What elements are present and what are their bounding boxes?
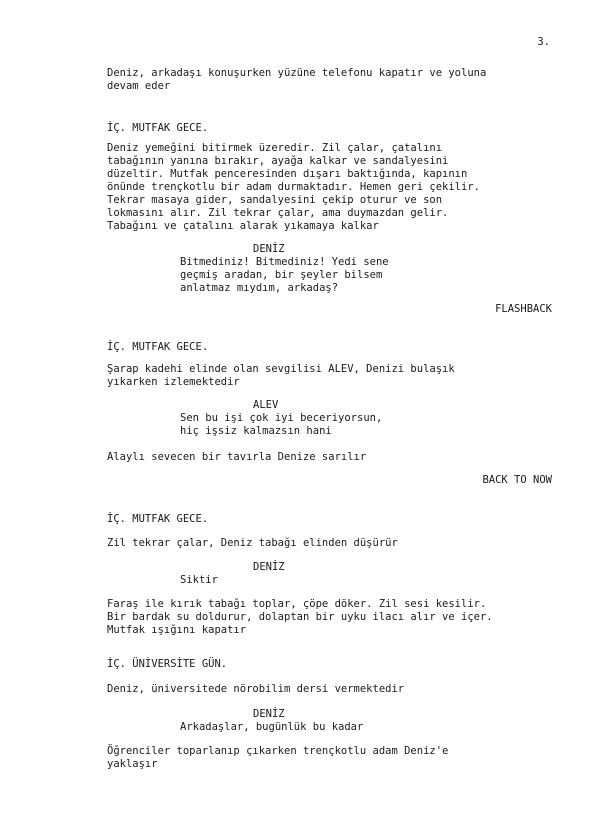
action-line: Alaylı sevecen bir tavırla Denize sarılır [107, 451, 367, 463]
transition: FLASHBACK [495, 303, 552, 315]
action-line: Zil tekrar çalar, Deniz tabağı elinden düşürür [107, 537, 398, 549]
action-line: Faraş ile kırık tabağı toplar, çöpe döker. Zil sesi kesilir. Bir bardak su doldurur, dolaptan bir uyku ilacı alır ve içer. Mutfak ışığını kapatır [107, 598, 493, 636]
action-line: Deniz, arkadaşı konuşurken yüzüne telefonu kapatır ve yoluna devam eder [107, 67, 487, 92]
dialogue: Arkadaşlar, bugünlük bu kadar [180, 721, 364, 733]
character-name: DENİZ [253, 243, 285, 255]
character-name: DENİZ [253, 708, 285, 720]
scene-heading: İÇ. MUTFAK GECE. [107, 341, 209, 353]
dialogue: Siktir [180, 574, 218, 586]
action-line: Deniz yemeğini bitirmek üzeredir. Zil çalar, çatalını tabağının yanına bırakır, ayağa kalkar ve sandalyesini düzeltir. Mutfak penceresinden dışarı baktığında, kapının önünde trençkotlu bir adam durmaktadır. Hemen geri çekilir. Tekrar masaya gider, sandalyesini çekip oturur ve son lokmasını alır. Zil tekrar çalar, ama duymazdan gelir. Tabağını ve çatalını alarak yıkamaya kalkar [107, 142, 480, 232]
action-line: Deniz, üniversitede nörobilim dersi vermektedir [107, 683, 405, 695]
scene-heading: İÇ. MUTFAK GECE. [107, 513, 209, 525]
character-name: DENİZ [253, 561, 285, 573]
transition: BACK TO NOW [482, 474, 552, 486]
scene-heading: İÇ. MUTFAK GECE. [107, 122, 209, 134]
character-name: ALEV [253, 399, 279, 411]
dialogue: Sen bu işi çok iyi beceriyorsun, hiç işsiz kalmazsın hani [180, 412, 383, 437]
action-line: Öğrenciler toparlanıp çıkarken trençkotlu adam Deniz'e yaklaşır [107, 745, 449, 770]
page-number: 3. [537, 36, 550, 48]
dialogue: Bitmediniz! Bitmediniz! Yedi sene geçmiş aradan, bir şeyler bilsem anlatmaz mıydım, arkadaş? [180, 256, 389, 294]
action-line: Şarap kadehi elinde olan sevgilisi ALEV, Denizi bulaşık yıkarken izlemektedir [107, 363, 455, 388]
scene-heading: İÇ. ÜNİVERSİTE GÜN. [107, 658, 228, 670]
